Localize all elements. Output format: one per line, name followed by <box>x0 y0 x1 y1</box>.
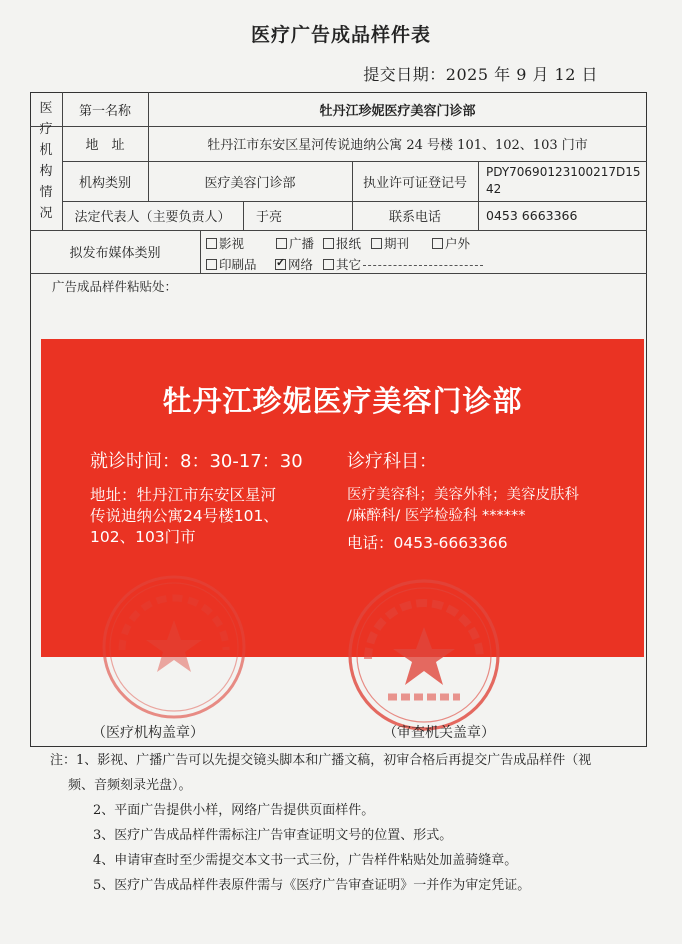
license-value-line: PDY70690123100217D15 <box>486 165 641 179</box>
license-label: 执业许可证登记号 <box>362 175 467 191</box>
review-seal-label: （审查机关盖章） <box>383 725 495 741</box>
form-title: 医疗广告成品样件表 <box>250 24 431 46</box>
option-label: 影视 <box>219 236 245 251</box>
media-option-print <box>206 255 257 273</box>
ad-address-line: 传说迪纳公寓24号楼101、 <box>90 507 279 525</box>
checkbox-icon <box>206 238 217 249</box>
col-divider <box>243 201 244 230</box>
media-option-journal <box>371 234 409 252</box>
checkbox-icon <box>323 259 334 270</box>
option-label: 印刷品 <box>219 257 257 272</box>
ad-address <box>90 485 279 548</box>
col-divider <box>200 230 201 273</box>
ad-address-line: 地址：牡丹江市东安区星河 <box>90 486 277 504</box>
checkbox-icon <box>371 238 382 249</box>
media-option-internet <box>275 255 313 273</box>
ad-hours: 就诊时间：8：30-17：30 <box>90 451 303 472</box>
media-option-outdoor <box>432 234 470 252</box>
media-option-radio <box>276 234 314 252</box>
checkbox-icon <box>432 238 443 249</box>
phone-label: 联系电话 <box>388 210 441 225</box>
notes-section <box>50 748 640 898</box>
institution-section-label <box>30 92 62 230</box>
media-option-film <box>206 234 244 252</box>
license-value <box>486 161 644 201</box>
col-divider <box>478 161 479 230</box>
note-line: 频、音频刻录光盘）。 <box>68 778 192 793</box>
legal-rep-value: 于亮 <box>256 210 283 225</box>
ad-address-line: 102、103门市 <box>90 528 196 546</box>
submit-date: 提交日期：2025 年 9 月 12 日 <box>363 65 598 84</box>
option-label: 网络 <box>288 257 314 272</box>
section-char: 医 <box>39 101 53 116</box>
note-line: 注：1、影视、广播广告可以先提交镜头脚本和广播文稿，初审合格后再提交广告成品样件（视 <box>50 753 592 768</box>
first-name-label: 第一名称 <box>78 103 131 119</box>
section-char: 构 <box>39 164 53 179</box>
option-label: 报纸 <box>336 236 362 251</box>
category-value: 医疗美容门诊部 <box>204 175 296 191</box>
option-label: 其它 <box>336 257 362 272</box>
media-option-other <box>323 255 483 273</box>
section-char: 情 <box>39 185 53 200</box>
legal-rep-label: 法定代表人（主要负责人） <box>74 210 231 225</box>
media-option-newspaper <box>323 234 361 252</box>
option-label: 广播 <box>289 236 315 251</box>
option-label: 户外 <box>445 236 471 251</box>
address-label: 地 址 <box>85 138 125 153</box>
note-line: 2、平面广告提供小样，网络广告提供页面样件。 <box>93 803 375 818</box>
phone-value: 0453 6663366 <box>486 208 578 223</box>
license-value-line: 42 <box>486 182 502 196</box>
ad-departments <box>347 485 579 527</box>
option-label: 期刊 <box>384 236 410 251</box>
ad-dept-line: /麻醉科/ 医学检验科 ****** <box>347 508 526 524</box>
note-line: 4、申请审查时至少需提交本文书一式三份，广告样件粘贴处加盖骑缝章。 <box>93 853 518 868</box>
ad-sample-image <box>41 339 644 657</box>
media-label: 拟发布媒体类别 <box>69 246 161 261</box>
checkbox-checked-icon <box>275 259 286 270</box>
fill-line <box>363 265 483 266</box>
section-char: 疗 <box>39 122 53 137</box>
row-divider <box>30 273 647 274</box>
checkbox-icon <box>206 259 217 270</box>
ad-dept-heading: 诊疗科目： <box>347 451 437 472</box>
note-line: 5、医疗广告成品样件表原件需与《医疗广告审查证明》一并作为审定凭证。 <box>93 878 531 893</box>
sample-paste-label: 广告成品样件粘贴处： <box>52 279 178 294</box>
institution-seal-label: （医疗机构盖章） <box>92 725 204 741</box>
ad-title: 牡丹江珍妮医疗美容门诊部 <box>162 384 523 418</box>
checkbox-icon <box>276 238 287 249</box>
address-value: 牡丹江市东安区星河传说迪纳公寓 24 号楼 101、102、103 门市 <box>207 138 588 153</box>
first-name-value: 牡丹江珍妮医疗美容门诊部 <box>319 103 476 119</box>
note-line: 3、医疗广告成品样件需标注广告审查证明文号的位置、形式。 <box>93 828 453 843</box>
section-char: 机 <box>39 143 53 158</box>
ad-dept-line: 医疗美容科；美容外科；美容皮肤科 <box>347 487 579 503</box>
section-char: 况 <box>39 206 53 221</box>
checkbox-icon <box>323 238 334 249</box>
ad-phone: 电话：0453-6663366 <box>347 534 508 552</box>
category-label: 机构类别 <box>78 175 131 191</box>
